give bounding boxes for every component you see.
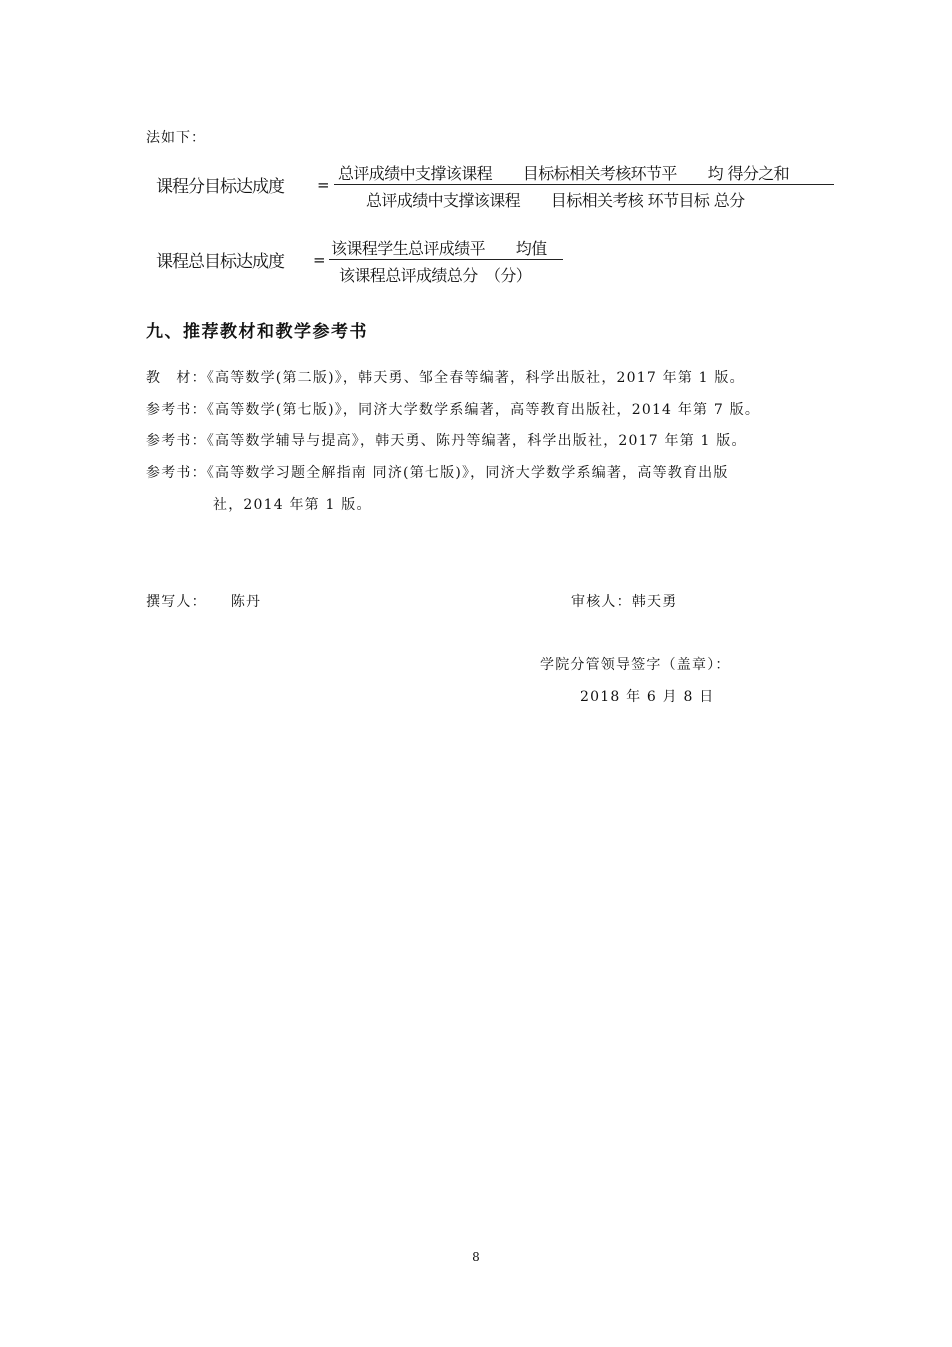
intro-text: 法如下： [146, 130, 206, 146]
reference-label: 参考书： [146, 402, 207, 418]
author-label: 撰写人： [146, 594, 207, 610]
reference-text: 《高等数学(第七版)》，同济大学数学系编著，高等教育出版社，2014 年第 7 版。 [206, 402, 761, 418]
reference-label: 参考书： [146, 465, 207, 481]
reference-text: 《高等数学辅导与提高》，韩天勇、陈丹等编著，科学出版社，2017 年第 1 版。 [206, 433, 747, 449]
formula1-equals: = [317, 176, 330, 194]
date: 2018 年 6 月 8 日 [580, 689, 715, 705]
page-number: 8 [472, 1250, 480, 1264]
signature-line: 学院分管领导签字（盖章）： [540, 657, 731, 673]
formula2-denominator: 该课程总评成绩总分 （分） [339, 266, 532, 285]
reference-continuation: 社，2014 年第 1 版。 [213, 497, 372, 513]
reference-label: 参考书： [146, 433, 207, 449]
formula2-equals: = [313, 251, 326, 269]
author-name: 陈丹 [230, 594, 262, 610]
formula2-fraction-bar [329, 259, 563, 260]
formula2-numerator: 该课程学生总评成绩平 均值 [331, 239, 547, 258]
reference-item [146, 462, 729, 482]
formula1-denominator: 总评成绩中支撑该课程 目标相关考核 环节目标 总分 [366, 191, 745, 210]
formula1-fraction-bar [334, 184, 834, 185]
reviewer-name: 韩天勇 [631, 594, 678, 610]
reviewer-line [571, 591, 677, 611]
reference-item [146, 367, 745, 387]
reference-item [146, 399, 760, 419]
reference-text: 《高等数学(第二版)》，韩天勇、邹全春等编著，科学出版社，2017 年第 1 版。 [206, 370, 745, 386]
author-line [146, 591, 261, 611]
reviewer-label: 审核人： [571, 594, 632, 610]
reference-text: 《高等数学习题全解指南 同济(第七版)》，同济大学数学系编著，高等教育出版 [206, 465, 729, 481]
formula2-fraction [329, 234, 563, 288]
formula1-lhs: 课程分目标达成度 [156, 177, 284, 197]
formula1-fraction [334, 158, 834, 214]
formula2-lhs: 课程总目标达成度 [156, 252, 284, 272]
formula1-numerator: 总评成绩中支撑该课程 目标标相关考核环节平 均 得分之和 [338, 164, 790, 183]
reference-item [146, 430, 747, 450]
reference-label: 教 材： [146, 370, 207, 386]
section-title: 九、推荐教材和教学参考书 [146, 322, 368, 342]
